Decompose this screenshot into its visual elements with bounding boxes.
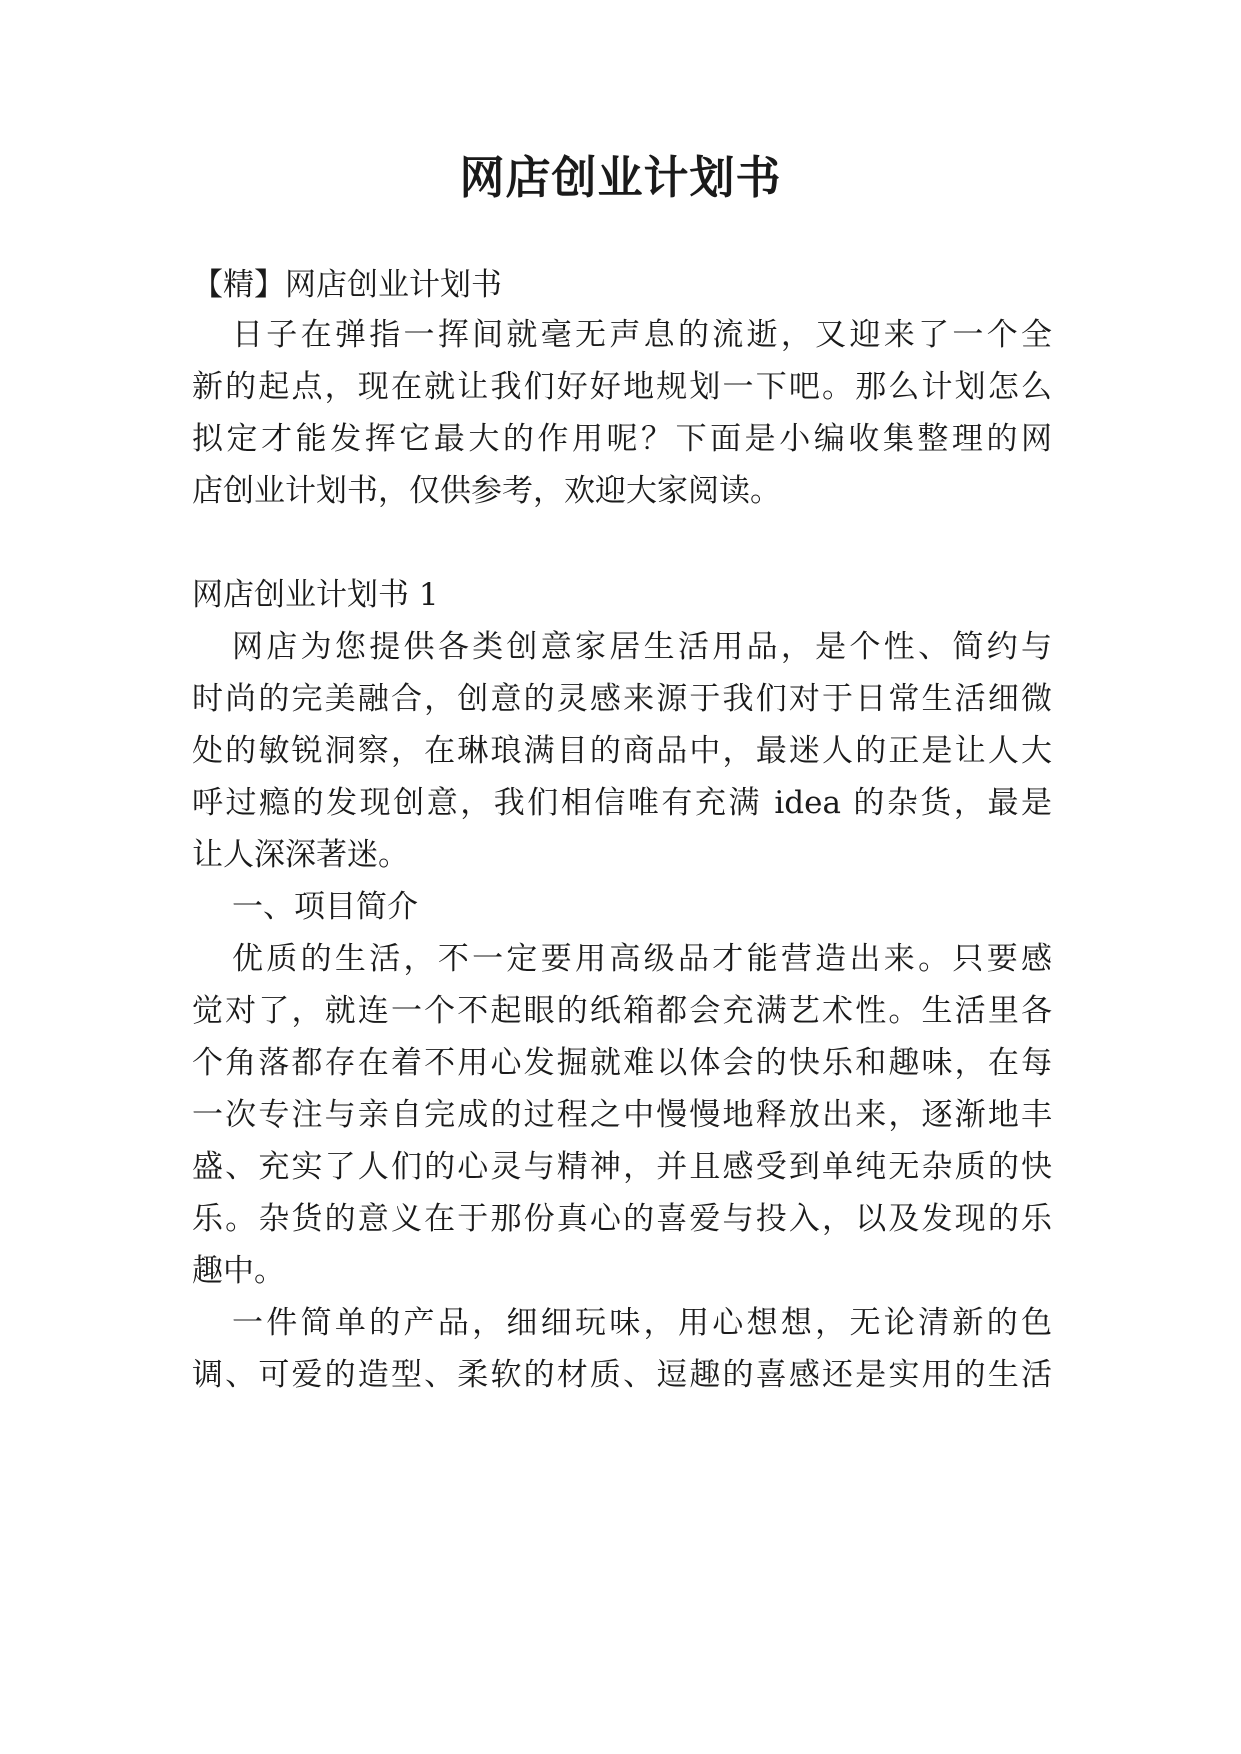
paragraph-line: 让人深深著迷。 [192,837,409,873]
paragraph-line: 日子在弹指一挥间就毫无声息的流逝，又迎来了一个全 [232,317,1052,353]
section-heading: 一、项目简介 [232,889,418,925]
paragraph-line: 优质的生活，不一定要用高级品才能营造出来。只要感 [232,941,1052,977]
subtitle-line: 【精】网店创业计划书 [192,267,502,303]
paragraph-line: 趣中。 [192,1253,285,1289]
paragraph-line: 一次专注与亲自完成的过程之中慢慢地释放出来，逐渐地丰 [192,1097,1052,1133]
paragraph-line: 乐。杂货的意义在于那份真心的喜爱与投入，以及发现的乐 [192,1201,1052,1237]
paragraph-line: 店创业计划书，仅供参考，欢迎大家阅读。 [192,473,781,509]
paragraph-line: 时尚的完美融合，创意的灵感来源于我们对于日常生活细微 [192,681,1052,717]
paragraph-line: 呼过瘾的发现创意，我们相信唯有充满 idea 的杂货，最是 [192,785,1052,821]
paragraph-line: 个角落都存在着不用心发掘就难以体会的快乐和趣味，在每 [192,1045,1052,1081]
paragraph-line: 拟定才能发挥它最大的作用呢？下面是小编收集整理的网 [192,421,1052,457]
document-title: 网店创业计划书 [459,151,782,204]
paragraph-line: 网店为您提供各类创意家居生活用品，是个性、简约与 [232,629,1052,665]
paragraph-line: 盛、充实了人们的心灵与精神，并且感受到单纯无杂质的快 [192,1149,1052,1185]
paragraph-line: 处的敏锐洞察，在琳琅满目的商品中，最迷人的正是让人大 [192,733,1052,769]
paragraph-line: 调、可爱的造型、柔软的材质、逗趣的喜感还是实用的生活 [192,1357,1052,1393]
paragraph-line: 新的起点，现在就让我们好好地规划一下吧。那么计划怎么 [192,369,1052,405]
paragraph-line: 觉对了，就连一个不起眼的纸箱都会充满艺术性。生活里各 [192,993,1052,1029]
paragraph-line: 一件简单的产品，细细玩味，用心想想，无论清新的色 [232,1305,1052,1341]
section-heading: 网店创业计划书 1 [192,577,439,613]
